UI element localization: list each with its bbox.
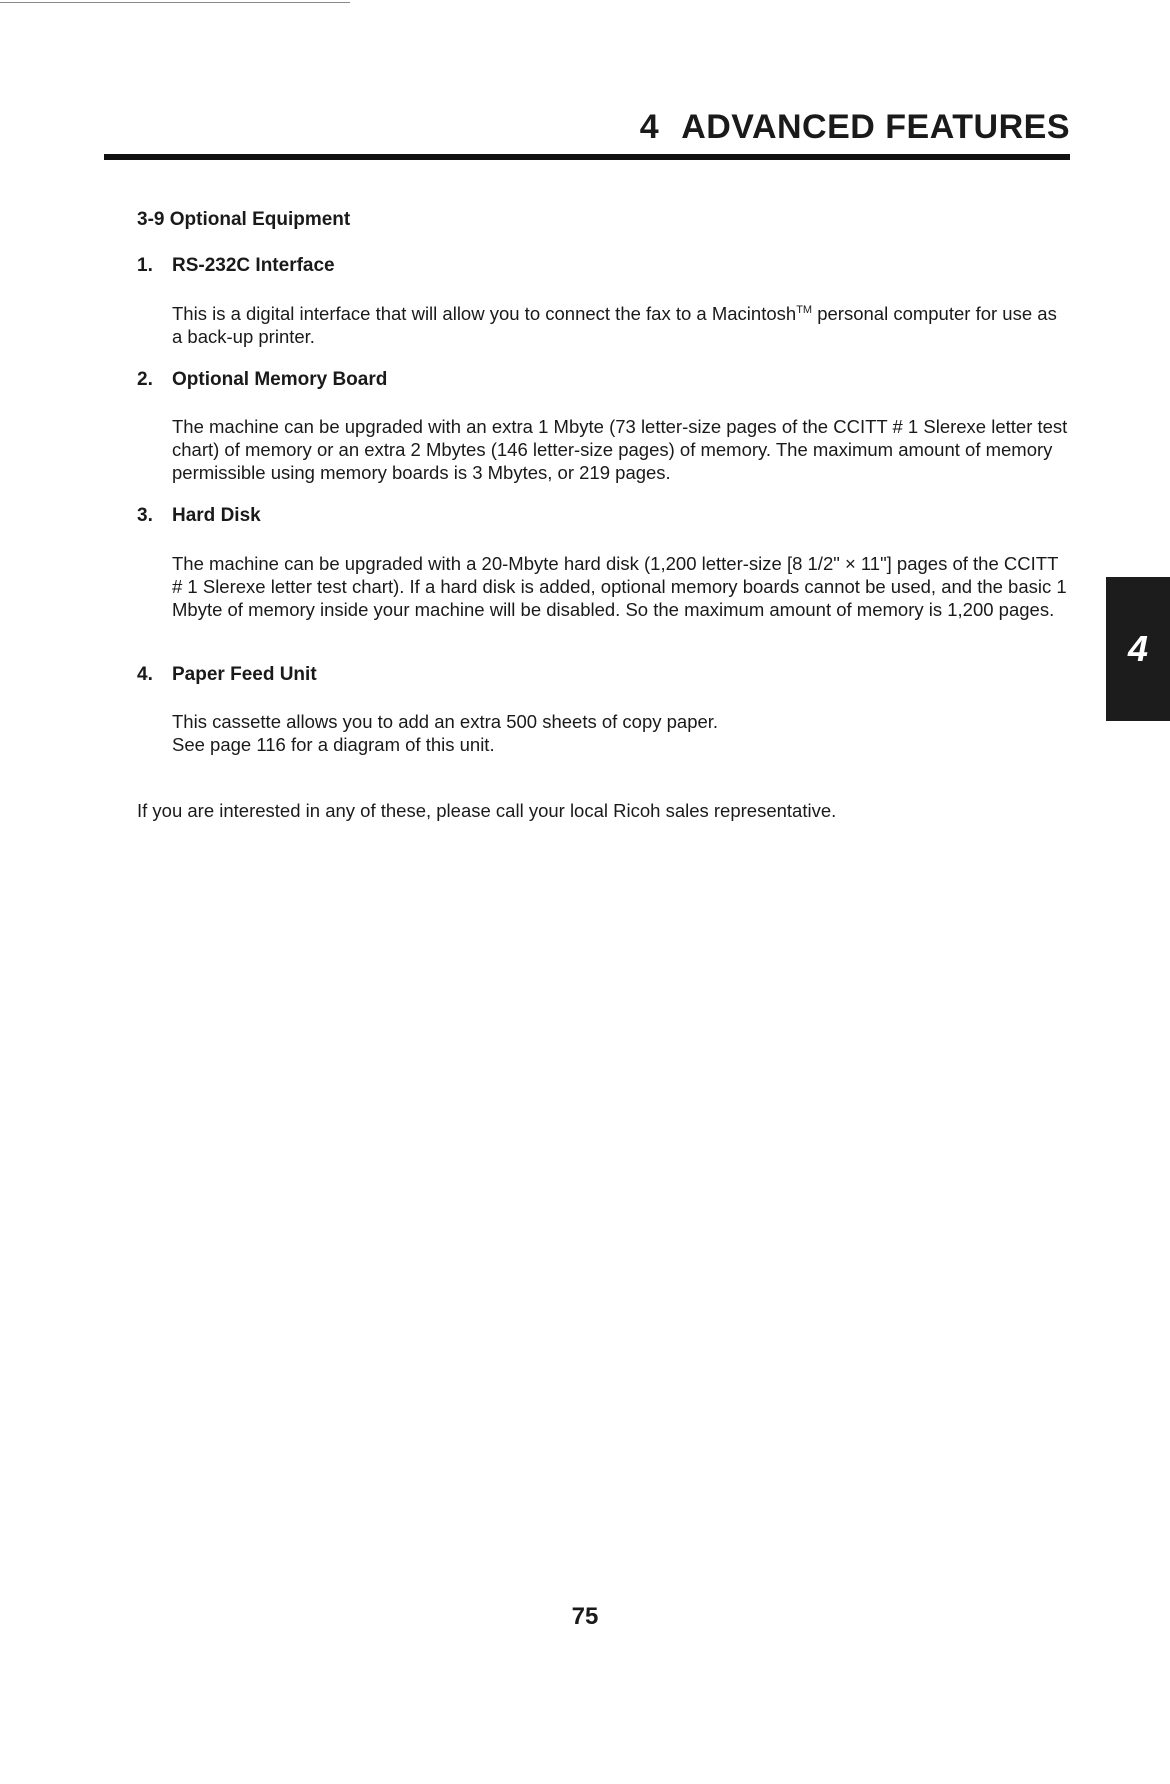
item-number: 1. — [137, 255, 153, 276]
item-body-paper-feed — [172, 710, 1070, 756]
item-title: Optional Memory Board — [172, 369, 388, 390]
item-heading-hard-disk — [137, 505, 261, 527]
item-heading-paper-feed — [137, 664, 317, 686]
item-title: RS-232C Interface — [172, 255, 335, 276]
item-heading-memory-board — [137, 369, 387, 391]
item-text: personal computer for use as a back-up printer. — [172, 303, 1057, 347]
closing-note: If you are interested in any of these, please call your local Ricoh sales representative. — [137, 800, 837, 821]
chapter-side-tab — [1106, 577, 1170, 721]
item-text: This is a digital interface that will allow you to connect the fax to a Macintosh — [172, 303, 797, 324]
item-body-hard-disk — [172, 552, 1070, 621]
chapter-header — [640, 108, 1070, 147]
chapter-title: ADVANCED FEATURES — [681, 108, 1070, 146]
item-body-memory-board — [172, 415, 1070, 484]
side-tab-number: 4 — [1127, 628, 1149, 669]
item-heading-rs232c — [137, 255, 335, 277]
item-paragraph: The machine can be upgraded with an extra 1 Mbyte (73 letter-size pages of the CCITT # 1 Slerexe letter test chart) of memory or an extra 2 Mbytes (146 letter-size pages) of memory. The maximum amount of memory permissible using memory boards is 3 Mbytes, or 219 pages. — [172, 416, 1068, 483]
chapter-number: 4 — [639, 108, 660, 146]
trademark-mark: TM — [796, 303, 813, 316]
section-title: 3-9 Optional Equipment — [137, 209, 351, 230]
item-line: See page 116 for a diagram of this unit. — [172, 734, 495, 755]
item-body-rs232c — [172, 302, 1070, 348]
item-number: 3. — [137, 505, 153, 526]
header-rule — [104, 154, 1070, 160]
item-paragraph — [172, 302, 1070, 348]
item-line: This cassette allows you to add an extra 500 sheets of copy paper. — [172, 711, 719, 732]
item-paragraph: The machine can be upgraded with a 20-Mbyte hard disk (1,200 letter-size [8 1/2" × 11"] pages of the CCITT # 1 Slerexe letter test chart). If a hard disk is added, optional memory boards cannot be used, and the basic 1 Mbyte of memory inside your machine will be disabled. So the maximum amount of memory is 1,200 pages. — [172, 553, 1067, 620]
item-title: Paper Feed Unit — [172, 664, 317, 685]
item-title: Hard Disk — [172, 505, 261, 526]
item-number: 2. — [137, 369, 153, 390]
page-number: 75 — [571, 1603, 599, 1630]
item-number: 4. — [137, 664, 153, 685]
scan-artifact-line — [0, 2, 350, 3]
